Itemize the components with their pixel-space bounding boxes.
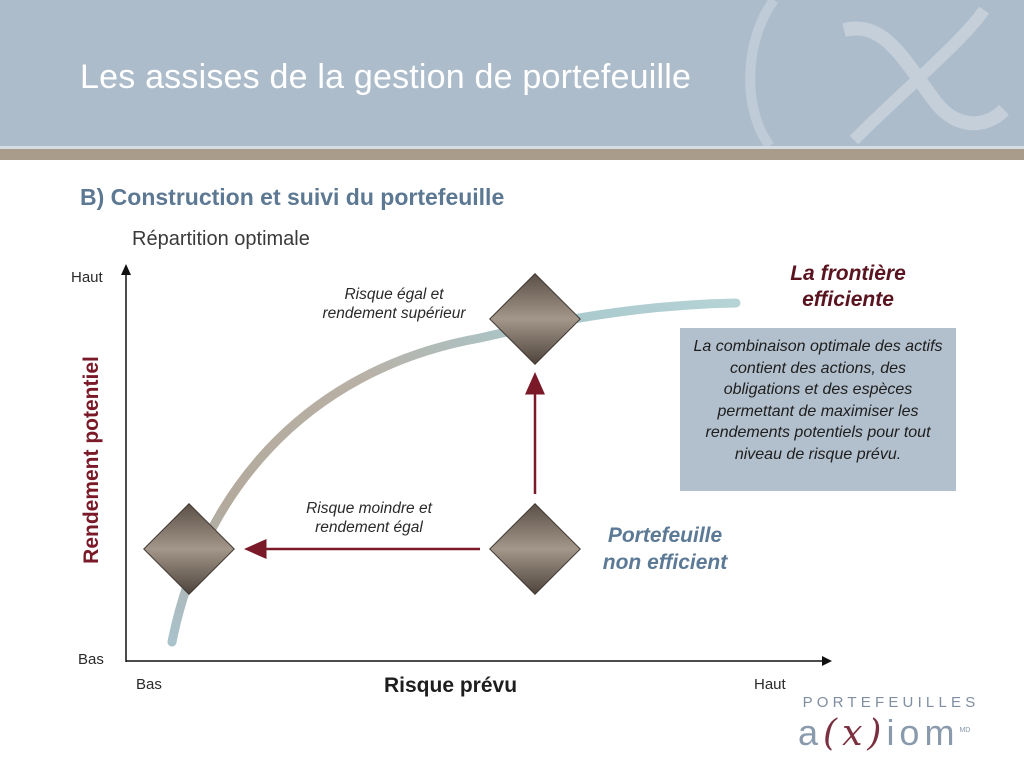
efficient-frontier-curve [172,303,736,642]
upper-move-annotation [296,286,492,323]
lower-annotation-line1: Risque moindre et [306,500,432,517]
upper-annotation-line2: rendement supérieur [322,304,466,322]
upper-annotation-line1: Risque égal et [344,286,444,303]
y-axis-low-label: Bas [78,651,104,668]
brand-logo [798,694,984,754]
frontier-label-line2: efficiente [802,288,894,312]
lower-move-annotation [276,500,462,537]
y-axis-title: Rendement potentiel [80,356,103,564]
x-axis-low-label: Bas [136,676,162,693]
x-axis-high-label: Haut [754,676,786,693]
section-subheading: Répartition optimale [132,228,310,250]
frontier-label [758,261,938,314]
optimal-combination-note: La combinaison optimale des actifs contient des actions, des obligations et des espèces permettant de maximiser les rendements potentiels pour tout niveau de risque prévu. [680,328,956,491]
x-axis-title: Risque prévu [384,674,518,697]
lower-annotation-line2: rendement égal [315,518,423,536]
brand-wordmark [798,711,984,754]
page-title: Les assises de la gestion de portefeuille [80,58,692,96]
brand-wordmark-rest: iom [886,712,960,753]
non-efficient-label-line1: Portefeuille [607,524,723,547]
brand-tagline: PORTEFEUILLES [802,694,980,711]
y-axis-arrowhead [121,264,131,275]
section-heading: B) Construction et suivi du portefeuille [80,184,505,210]
y-axis-high-label: Haut [71,269,103,286]
brand-wordmark-x: (x) [823,713,887,754]
non-efficient-label-line2: non efficient [602,551,728,575]
brand-wordmark-a: a [798,712,824,753]
brand-trademark: MD [959,727,971,734]
frontier-label-line1: La frontière [790,262,906,285]
x-axis-arrowhead [822,656,832,666]
non-efficient-portfolio-label [580,522,750,577]
portfolio-nonefficient-diamond [490,504,581,595]
portfolio-top-diamond [490,274,581,365]
